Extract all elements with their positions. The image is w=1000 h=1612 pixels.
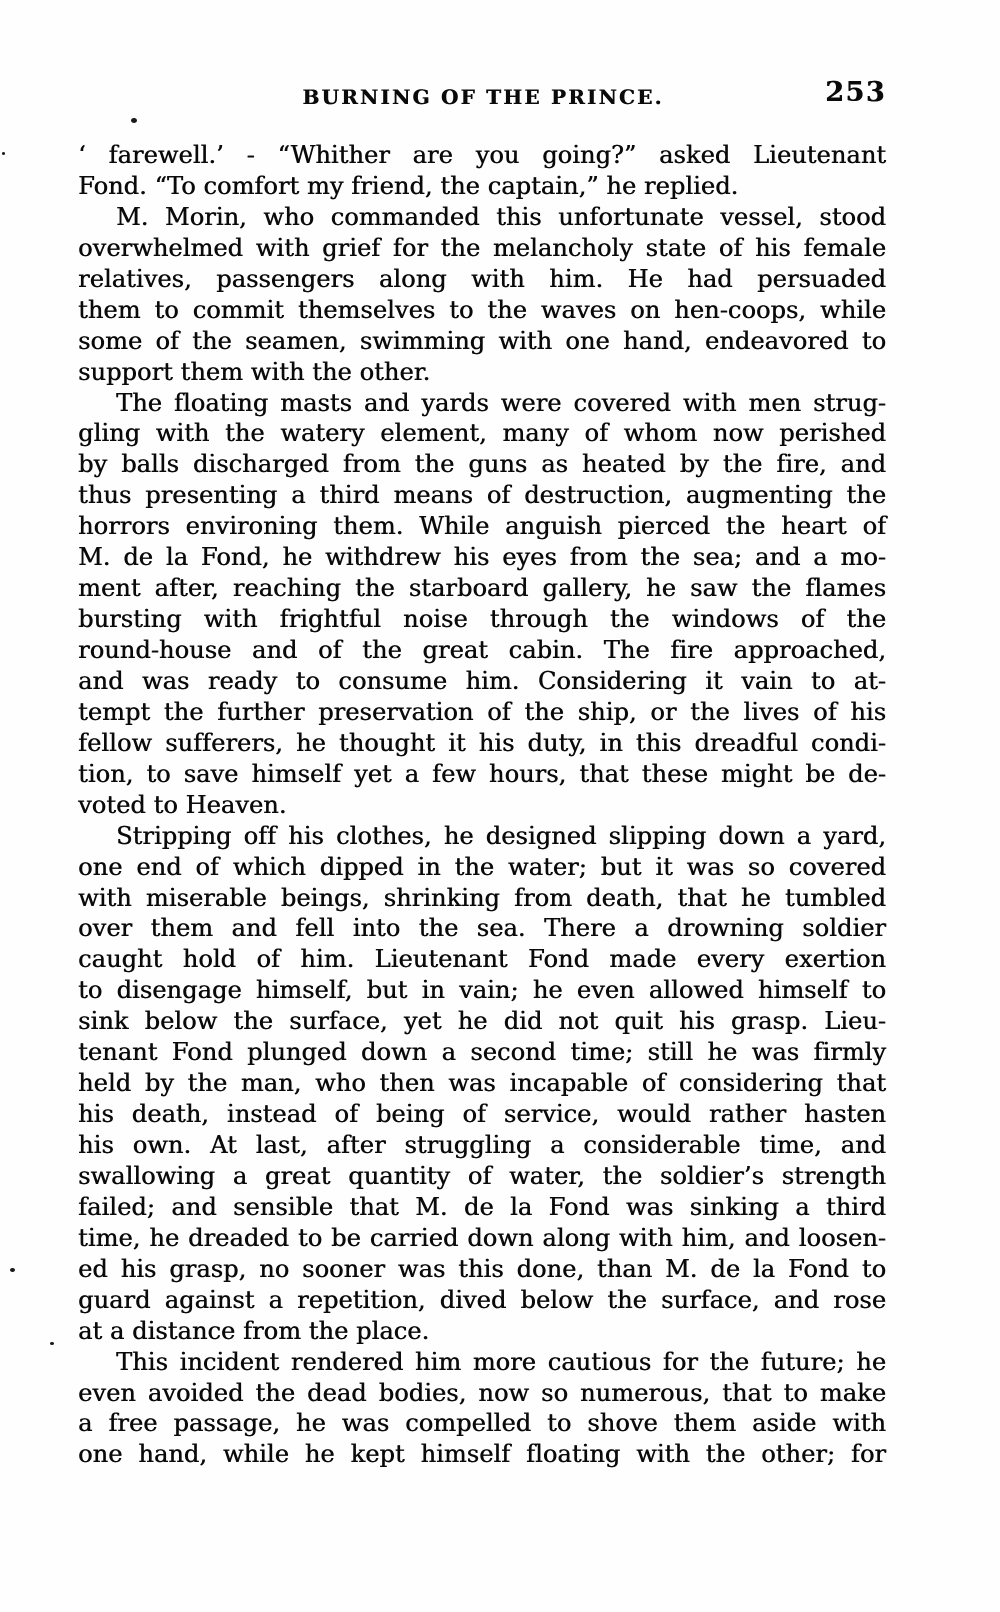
scan-speck bbox=[2, 152, 5, 155]
text-line: swallowing a great quantity of water, the soldier’s strength bbox=[78, 1161, 886, 1190]
text-line: overwhelmed with grief for the melancholy state of his female bbox=[78, 233, 886, 262]
text-line: voted to Heaven. bbox=[78, 790, 287, 819]
text-line: relatives, passengers along with him. He had persuaded bbox=[78, 264, 886, 293]
text-line: tempt the further preservation of the ship, or the lives of his bbox=[78, 697, 886, 726]
text-line: ‘ farewell.’ - “Whither are you going?” asked Lieutenant bbox=[78, 141, 886, 169]
text-line: round-house and of the great cabin. The fire approached, bbox=[78, 636, 886, 664]
text-line: M. Morin, who commanded this unfortunate vessel, stood bbox=[116, 202, 886, 231]
text-line: support them with the other. bbox=[78, 357, 431, 386]
text-line: even avoided the dead bodies, now so numerous, that to make bbox=[78, 1378, 886, 1407]
text-line: This incident rendered him more cautious for the future; he bbox=[116, 1347, 886, 1376]
text-line: tion, to save himself yet a few hours, that these might be de- bbox=[78, 759, 886, 788]
page-text bbox=[78, 140, 886, 1470]
text-line: at a distance from the place. bbox=[78, 1316, 430, 1345]
text-line: bursting with frightful noise through the windows of the bbox=[78, 605, 886, 634]
text-line: horrors environing them. While anguish pierced the heart of bbox=[78, 512, 886, 541]
text-line: and was ready to consume him. Considering it vain to at- bbox=[78, 666, 886, 695]
text-line: by balls discharged from the guns as heated by the fire, and bbox=[78, 450, 886, 479]
text-line: over them and fell into the sea. There a drowning soldier bbox=[78, 914, 886, 943]
text-line: to disengage himself, but in vain; he even allowed himself to bbox=[78, 976, 886, 1005]
text-line: with miserable beings, shrinking from death, that he tumbled bbox=[78, 883, 886, 912]
text-line: thus presenting a third means of destruction, augmenting the bbox=[78, 481, 886, 510]
text-line: time, he dreaded to be carried down along with him, and loosen- bbox=[78, 1223, 886, 1252]
text-line: tenant Fond plunged down a second time; still he was firmly bbox=[78, 1038, 886, 1067]
text-line: caught hold of him. Lieutenant Fond made every exertion bbox=[78, 945, 886, 974]
text-line: held by the man, who then was incapable of considering that bbox=[78, 1069, 886, 1098]
scan-speck bbox=[131, 118, 137, 123]
text-line: guard against a repetition, dived below the surface, and rose bbox=[78, 1285, 886, 1314]
running-head bbox=[78, 77, 888, 116]
text-line: Fond. “To comfort my friend, the captain,” he replied. bbox=[78, 171, 739, 200]
text-line: one end of which dipped in the water; but it was so covered bbox=[78, 852, 886, 881]
text-line: ment after, reaching the starboard gallery, he saw the flames bbox=[78, 574, 886, 603]
text-line: Stripping off his clothes, he designed slipping down a yard, bbox=[116, 821, 886, 850]
text-line: sink below the surface, yet he did not quit his grasp. Lieu- bbox=[78, 1007, 886, 1036]
scan-speck bbox=[50, 1342, 54, 1345]
text-line: ed his grasp, no sooner was this done, than M. de la Fond to bbox=[78, 1254, 886, 1283]
text-line: fellow sufferers, he thought it his duty, in this dreadful condi- bbox=[78, 728, 886, 757]
text-line: a free passage, he was compelled to shove them aside with bbox=[78, 1409, 886, 1438]
page-header-title: BURNING OF THE PRINCE. bbox=[302, 85, 664, 109]
text-line: failed; and sensible that M. de la Fond was sinking a third bbox=[78, 1192, 886, 1221]
page-number: 253 bbox=[825, 77, 886, 108]
text-line: some of the seamen, swimming with one hand, endeavored to bbox=[78, 326, 886, 355]
text-line: one hand, while he kept himself floating with the other; for bbox=[78, 1440, 886, 1469]
text-line: his death, instead of being of service, would rather hasten bbox=[78, 1100, 886, 1129]
text-line: The floating masts and yards were covered with men strug- bbox=[116, 388, 886, 417]
text-line: gling with the watery element, many of whom now perished bbox=[78, 419, 886, 448]
scan-speck bbox=[10, 1268, 15, 1272]
text-line: his own. At last, after struggling a considerable time, and bbox=[78, 1131, 886, 1159]
text-line: M. de la Fond, he withdrew his eyes from the sea; and a mo- bbox=[78, 543, 886, 572]
text-line: them to commit themselves to the waves on hen-coops, while bbox=[78, 295, 886, 324]
